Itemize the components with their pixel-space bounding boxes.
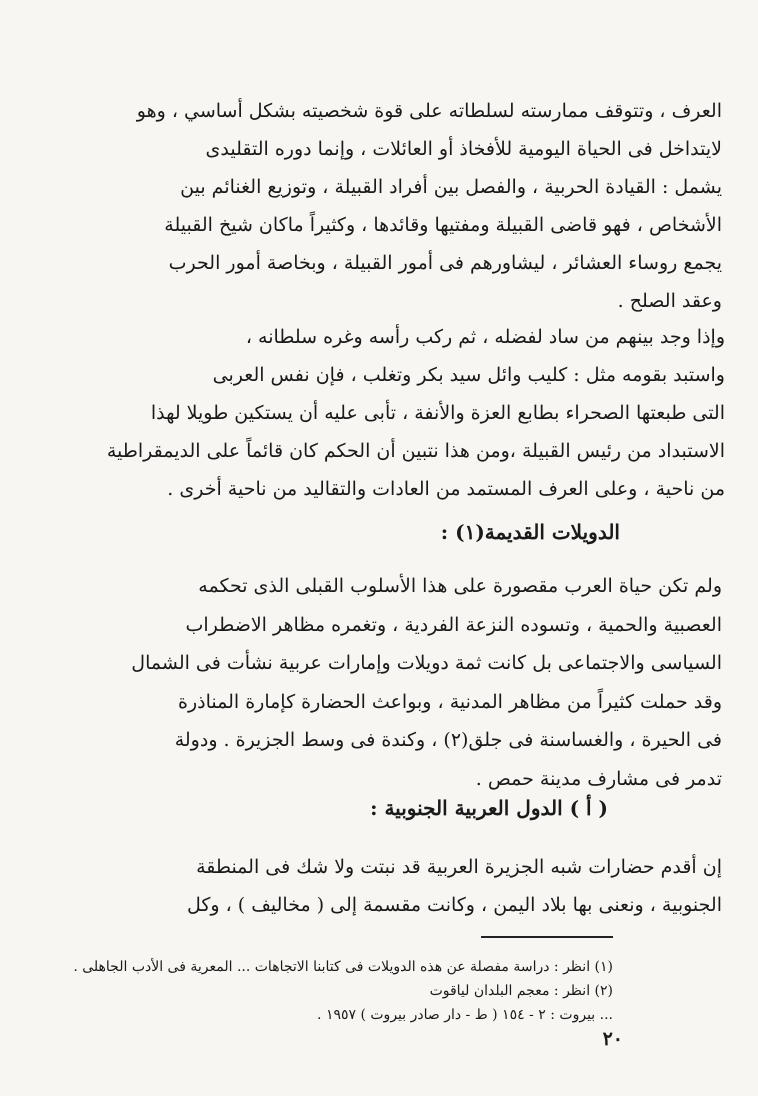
- text-line: يجمع روساء العشائر ، ليشاورهم فى أمور القبيلة ، وبخاصة أمور الحرب: [168, 252, 722, 274]
- text-line: يشمل : القيادة الحربية ، والفصل بين أفراد القبيلة ، وتوزيع الغنائم بين: [180, 176, 722, 198]
- text-line: الجنوبية ، ونعنى بها بلاد اليمن ، وكانت مقسمة إلى ( مخاليف ) ، وكل: [186, 894, 722, 916]
- paragraph-tyranny: [95, 318, 725, 508]
- footnote-2-continued: ... بيروت : ٢ - ١٥٤ ( ط - دار صادر بيروت ) ١٩٥٧ .: [317, 1007, 613, 1023]
- text-line: وعقد الصلح .: [617, 290, 722, 312]
- paragraph-ancient-states: [92, 567, 722, 798]
- footnote-1: (١) انظر : دراسة مفصلة عن هذه الدويلات فى كتابنا الاتجاهات ... المعرية فى الأدب الجاهلى .: [73, 959, 613, 975]
- footnote-divider: [481, 936, 613, 938]
- paragraph-southern-states: [92, 848, 722, 924]
- text-line: تدمر فى مشارف مدينة حمص .: [475, 767, 722, 790]
- page-number: ٢٠: [602, 1028, 623, 1050]
- text-line: العصبية والحمية ، وتسوده النزعة الفردية ، وتغمره مظاهر الاضطراب: [185, 613, 722, 636]
- section-heading-southern-states: ( أ ) الدول العربية الجنوبية :: [370, 796, 608, 820]
- text-line: وإذا وجد بينهم من ساد لفضله ، ثم ركب رأسه وغره سلطانه ،: [245, 326, 725, 348]
- footnote-2: (٢) انظر : معجم البلدان لياقوت: [429, 983, 613, 999]
- text-line: السياسى والاجتماعى بل كانت ثمة دويلات وإمارات عربية نشأت فى الشمال: [131, 652, 722, 674]
- text-line: الأشخاص ، فهو قاضى القبيلة ومفتيها وقائدها ، وكثيراً ماكان شيخ القبيلة: [164, 214, 722, 236]
- paragraph-tribal-authority: [92, 92, 722, 320]
- text-line: الاستبداد من رئيس القبيلة ،ومن هذا نتبين أن الحكم كان قائماً على الديمقراطية: [106, 440, 725, 462]
- section-heading-ancient-states: الدويلات القديمة(١) :: [440, 520, 620, 544]
- text-line: وقد حملت كثيراً من مظاهر المدنية ، وبواعث الحضارة كإمارة المناذرة: [177, 690, 722, 713]
- text-line: التى طبعتها الصحراء بطابع العزة والأنفة ، تأبى عليه أن يستكين طويلا لهذا: [150, 402, 725, 424]
- text-line: فى الحيرة ، والغساسنة فى جلق(٢) ، وكندة فى وسط الجزيرة . ودولة: [174, 729, 722, 751]
- text-line: إن أقدم حضارات شبه الجزيرة العربية قد نبتت ولا شك فى المنطقة: [196, 856, 722, 878]
- text-line: ولم تكن حياة العرب مقصورة على هذا الأسلوب القبلى الذى تحكمه: [198, 575, 722, 597]
- text-line: واستبد بقومه مثل : كليب وائل سيد بكر وتغلب ، فإن نفس العربى: [212, 364, 725, 386]
- text-line: من ناحية ، وعلى العرف المستمد من العادات والتقاليد من ناحية أخرى .: [167, 478, 725, 500]
- text-line: العرف ، وتتوقف ممارسته لسلطاته على قوة شخصيته بشكل أساسي ، وهو: [136, 100, 722, 122]
- text-line: لايتداخل فى الحياة اليومية للأفخاذ أو العائلات ، وإنما دوره التقليدى: [205, 138, 722, 160]
